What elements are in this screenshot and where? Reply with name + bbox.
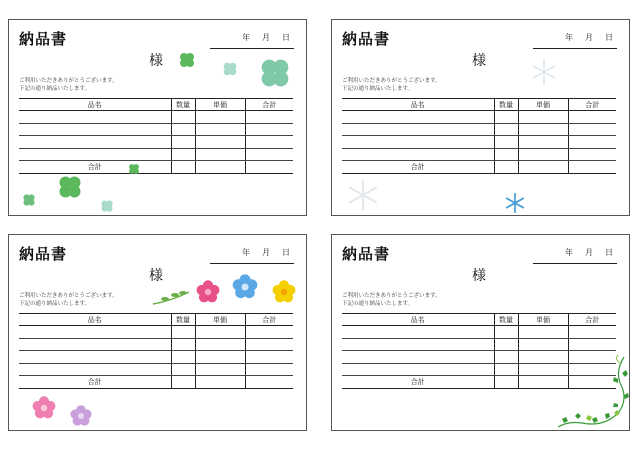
table-row	[342, 338, 616, 351]
col-total: 合計	[568, 314, 616, 326]
snowflake-icon	[504, 192, 526, 214]
items-table	[342, 313, 616, 389]
table-header	[342, 314, 616, 326]
date-underline	[210, 263, 294, 264]
col-price: 単価	[195, 314, 245, 326]
total-label: 合計	[19, 161, 171, 174]
col-item: 品名	[342, 99, 494, 111]
total-row	[19, 376, 293, 389]
delivery-line: 下記の通り納品いたします。	[342, 86, 414, 92]
col-qty: 数量	[171, 99, 195, 111]
flower-icon	[69, 404, 93, 428]
table-row	[342, 136, 616, 149]
leaf-sprig-icon	[151, 289, 191, 307]
delivery-slip-clover	[8, 19, 307, 216]
col-total: 合計	[245, 314, 293, 326]
col-item: 品名	[342, 314, 494, 326]
date-year: 年	[242, 248, 250, 257]
slip-title: 納品書	[342, 30, 391, 48]
total-row	[19, 161, 293, 174]
snowflake-icon	[346, 178, 380, 212]
delivery-line: 下記の通り納品いたします。	[19, 86, 91, 92]
date-field	[242, 32, 290, 43]
date-underline	[533, 263, 617, 264]
date-day: 日	[605, 248, 613, 257]
table-row	[19, 351, 293, 364]
date-month: 月	[262, 33, 270, 42]
col-price: 単価	[195, 99, 245, 111]
date-day: 日	[605, 33, 613, 42]
date-field	[565, 32, 613, 43]
col-price: 単価	[518, 99, 568, 111]
table-row	[342, 363, 616, 376]
table-row	[342, 111, 616, 124]
flower-icon	[271, 279, 297, 305]
clover-icon	[21, 192, 37, 208]
date-month: 月	[262, 248, 270, 257]
table-header	[342, 99, 616, 111]
snowflake-icon	[530, 58, 558, 86]
date-year: 年	[242, 33, 250, 42]
date-underline	[210, 48, 294, 49]
clover-icon	[257, 55, 293, 91]
date-underline	[533, 48, 617, 49]
table-row	[342, 351, 616, 364]
delivery-slip-snowflake	[331, 19, 630, 216]
delivery-line: 下記の通り納品いたします。	[342, 301, 414, 307]
table-row	[342, 123, 616, 136]
thanks-line: ご利用いただきありがとうございます。	[19, 293, 118, 299]
col-qty: 数量	[494, 314, 518, 326]
items-table	[19, 98, 293, 174]
table-row	[342, 148, 616, 161]
total-row	[342, 376, 616, 389]
table-row	[19, 326, 293, 339]
col-total: 合計	[245, 99, 293, 111]
table-row	[19, 123, 293, 136]
clover-icon	[221, 60, 239, 78]
clover-icon	[55, 172, 85, 202]
table-header	[19, 99, 293, 111]
thanks-line: ご利用いただきありがとうございます。	[19, 78, 118, 84]
date-field	[565, 247, 613, 258]
delivery-slip-flowers	[8, 234, 307, 431]
clover-icon	[177, 50, 197, 70]
table-row	[342, 326, 616, 339]
thanks-line: ご利用いただきありがとうございます。	[342, 78, 441, 84]
col-price: 単価	[518, 314, 568, 326]
table-row	[19, 363, 293, 376]
flower-icon	[195, 279, 221, 305]
table-row	[19, 111, 293, 124]
date-day: 日	[282, 33, 290, 42]
col-qty: 数量	[494, 99, 518, 111]
date-month: 月	[585, 33, 593, 42]
honorific-sama: 様	[149, 53, 163, 69]
col-qty: 数量	[171, 314, 195, 326]
total-label: 合計	[342, 376, 494, 389]
table-row	[19, 338, 293, 351]
date-year: 年	[565, 33, 573, 42]
delivery-slip-ivy	[331, 234, 630, 431]
total-label: 合計	[19, 376, 171, 389]
date-month: 月	[585, 248, 593, 257]
col-total: 合計	[568, 99, 616, 111]
honorific-sama: 様	[472, 53, 486, 69]
date-field	[242, 247, 290, 258]
col-item: 品名	[19, 314, 171, 326]
flower-icon	[31, 395, 57, 421]
clover-icon	[99, 198, 115, 214]
date-year: 年	[565, 248, 573, 257]
delivery-line: 下記の通り納品いたします。	[19, 301, 91, 307]
date-day: 日	[282, 248, 290, 257]
thanks-line: ご利用いただきありがとうございます。	[342, 293, 441, 299]
col-item: 品名	[19, 99, 171, 111]
total-row	[342, 161, 616, 174]
flower-icon	[231, 273, 259, 301]
items-table	[19, 313, 293, 389]
items-table	[342, 98, 616, 174]
honorific-sama: 様	[472, 268, 486, 284]
table-header	[19, 314, 293, 326]
slip-title: 納品書	[19, 30, 68, 48]
honorific-sama: 様	[149, 268, 163, 284]
slip-title: 納品書	[19, 245, 68, 263]
total-label: 合計	[342, 161, 494, 174]
slip-title: 納品書	[342, 245, 391, 263]
table-row	[19, 148, 293, 161]
table-row	[19, 136, 293, 149]
